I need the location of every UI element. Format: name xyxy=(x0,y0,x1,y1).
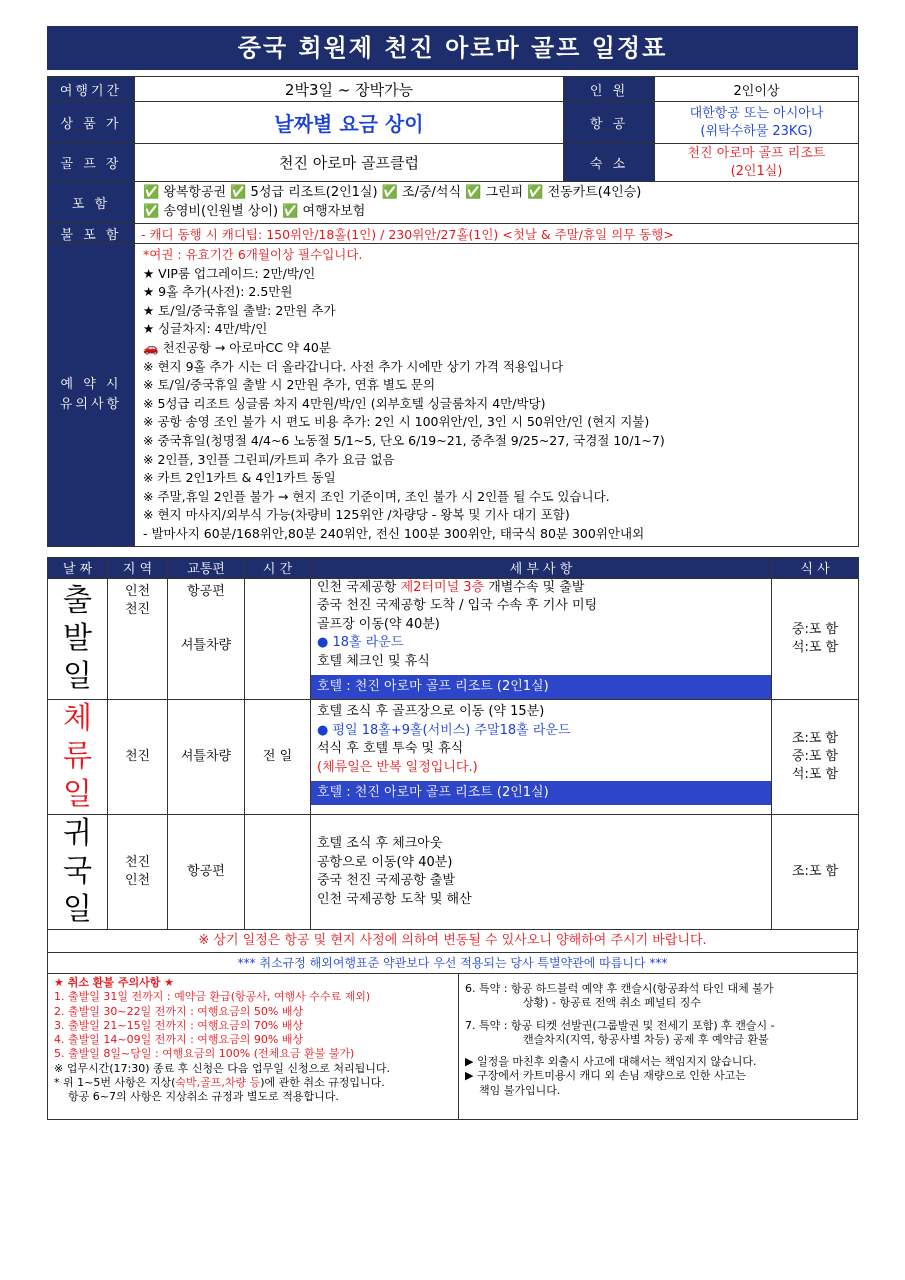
detail-text: 개별수속 및 출발 xyxy=(484,579,585,595)
include-label: 포 함 xyxy=(48,182,135,224)
region-name: 천진 xyxy=(124,855,151,870)
hotel-label: 숙 소 xyxy=(564,144,655,182)
notes-label xyxy=(48,244,135,547)
hotel-name: 천진 아로마 골프 리조트 xyxy=(687,145,826,161)
day-char: 일 xyxy=(63,892,92,927)
special-term: 7. 특약 : 항공 티켓 선발권(그룹발권 및 전세기 포함) 후 캔슬시 - xyxy=(465,1018,775,1032)
cancel-policy-box xyxy=(47,974,858,1120)
day1-transport xyxy=(168,578,245,700)
schedule-row-day3 xyxy=(48,815,859,930)
note-item: ※ 2인플, 3인플 그린피/카트피 추가 요금 없음 xyxy=(143,451,395,467)
airline-baggage: (위탁수하물 23KG) xyxy=(700,123,813,139)
detail-line: 인천 국제공항 도착 및 해산 xyxy=(317,891,472,907)
day-char: 류 xyxy=(63,739,92,774)
hotel-bar: 호텔 : 천진 아로마 골프 리조트 (2인1실) xyxy=(311,675,771,699)
day2-region: 천진 xyxy=(108,700,168,815)
transport-shuttle: 셔틀차량 xyxy=(180,637,232,653)
people-value: 2인이상 xyxy=(655,77,859,102)
detail-line: 석식 후 호텔 투숙 및 휴식 xyxy=(317,741,464,756)
col-header-meal: 식 사 xyxy=(772,557,859,578)
price-label: 상 품 가 xyxy=(48,102,135,144)
cancel-rules xyxy=(54,976,452,1105)
day2-transport: 셔틀차량 xyxy=(168,700,245,815)
meal-item: 석:포 함 xyxy=(791,767,839,782)
schedule-change-warning: ※ 상기 일정은 항공 및 현지 사정에 의하여 변동될 수 있사오니 양해하여 주시기 바랍니다. xyxy=(47,930,858,953)
schedule-row-day1 xyxy=(48,578,859,700)
day2-time: 전 일 xyxy=(245,700,311,815)
note-item: ※ 5성급 리조트 싱글룸 차지 4만원/박/인 (외부호텔 싱글룸차지 4만/박당) xyxy=(143,395,546,411)
day1-time xyxy=(245,578,311,700)
note-item: ※ 토/일/중국휴일 출발 시 2만원 추가, 연휴 별도 문의 xyxy=(143,377,436,393)
meal-item: 석:포 함 xyxy=(791,639,839,655)
col-header-detail: 세 부 사 항 xyxy=(311,557,772,578)
day1-detail xyxy=(311,578,772,700)
cancel-note: ※ 업무시간(17:30) 종료 후 신청은 다음 업무일 신청으로 처리됩니다. xyxy=(54,1061,390,1075)
detail-line: (체류일은 반복 일정입니다.) xyxy=(317,759,478,775)
day-char: 귀 xyxy=(63,816,92,851)
region-name: 천진 xyxy=(124,601,151,617)
col-header-date: 날 짜 xyxy=(48,557,108,578)
day3-label xyxy=(48,815,108,930)
include-value xyxy=(135,182,859,224)
notes-label-2: 유의사항 xyxy=(59,396,123,412)
meal-item: 중:포 함 xyxy=(791,621,839,637)
detail-text: 인천 국제공항 xyxy=(317,579,401,595)
cancel-title: ★ 취소 환불 주의사항 ★ xyxy=(54,976,175,989)
cancel-rule: 5. 출발일 8일~당일 : 여행요금의 100% (전체요금 환불 불가) xyxy=(54,1047,355,1061)
detail-line: 골프장 이동(약 40분) xyxy=(317,616,440,632)
airline-label: 항 공 xyxy=(564,102,655,144)
day-char: 발 xyxy=(63,620,92,656)
people-label: 인 원 xyxy=(564,77,655,102)
day3-time xyxy=(245,815,311,930)
note-item: ★ VIP룸 업그레이드: 2만/박/인 xyxy=(143,265,316,281)
period-value: 2박3일 ~ 장박가능 xyxy=(135,77,564,102)
note-highlight: 숙박,골프,차량 등 xyxy=(175,1076,261,1090)
special-term: 6. 특약 : 항공 하드블럭 예약 후 캔슬시(항공좌석 타인 대체 불가 xyxy=(465,982,774,995)
airline-name: 대한항공 또는 아시아나 xyxy=(689,105,824,121)
day1-meals xyxy=(772,578,859,700)
detail-line: 중국 천진 국제공항 도착 / 입국 수속 후 기사 미팅 xyxy=(317,598,598,613)
cancel-rule: 1. 출발일 31일 전까지 : 예약금 환급(항공사, 여행사 수수료 제외) xyxy=(54,990,371,1004)
col-header-region: 지 역 xyxy=(108,557,168,578)
page-title: 중국 회원제 천진 아로마 골프 일정표 xyxy=(47,26,858,70)
day2-label xyxy=(48,700,108,815)
info-table xyxy=(47,76,859,547)
day-char: 국 xyxy=(63,854,92,889)
day2-detail xyxy=(311,700,772,815)
special-term: 상황) - 항공료 전액 취소 페널티 징수 xyxy=(523,996,702,1010)
note-item: 🚗 천진공항 → 아로마CC 약 40분 xyxy=(143,339,331,355)
cancel-rule: 2. 출발일 30~22일 전까지 : 여행요금의 50% 배상 xyxy=(54,1004,304,1018)
golf-label: 골 프 장 xyxy=(48,144,135,182)
note-item: ★ 9홀 추가(사전): 2.5만원 xyxy=(143,284,293,300)
schedule-row-day2 xyxy=(48,700,859,815)
day2-meals xyxy=(772,700,859,815)
price-value: 날짜별 요금 상이 xyxy=(135,102,564,144)
cancel-rule: 3. 출발일 21~15일 전까지 : 여행요금의 70% 배상 xyxy=(54,1018,304,1032)
period-label: 여행기간 xyxy=(48,77,135,102)
note-item: *여권 : 유효기간 6개월이상 필수입니다. xyxy=(143,247,363,262)
note-item: ★ 싱글차지: 4만/박/인 xyxy=(143,321,268,337)
note-item: ※ 중국휴일(청명절 4/4~6 노동절 5/1~5, 단오 6/19~21, 중추절 9/25~27, 국경절 10/1~7) xyxy=(143,432,665,448)
cancel-note xyxy=(54,1076,452,1090)
cancel-note: 항공 6~7의 사항은 지상취소 규정과 별도로 적용합니다. xyxy=(68,1090,339,1104)
detail-line: ● 18홀 라운드 xyxy=(317,635,404,650)
detail-line: ● 평일 18홀+9홀(서비스) 주말18홀 라운드 xyxy=(317,722,571,738)
day3-region xyxy=(108,815,168,930)
notes-label-1: 예 약 시 xyxy=(60,376,122,392)
golf-value: 천진 아로마 골프클럽 xyxy=(135,144,564,182)
terminal-highlight: 제2터미널 3층 xyxy=(400,579,485,595)
hotel-room: (2인1실) xyxy=(730,163,783,179)
special-term: ▶ 구장에서 카트미용시 캐디 외 손님 재량으로 인한 사고는 xyxy=(465,1069,746,1083)
day-char: 체 xyxy=(63,701,92,736)
detail-line: 호텔 조식 후 체크아웃 xyxy=(317,836,443,851)
hotel-bar: 호텔 : 천진 아로마 골프 리조트 (2인1실) xyxy=(311,781,771,805)
day3-detail xyxy=(311,815,772,930)
day-char: 일 xyxy=(63,777,92,812)
note-item: ※ 현지 9홀 추가 시는 더 올라갑니다. 사전 추가 시에만 상기 가격 적용입니다 xyxy=(143,358,564,374)
transport-flight: 항공편 xyxy=(187,583,225,599)
special-term: 책임 불가입니다. xyxy=(479,1083,561,1097)
col-header-transport: 교통편 xyxy=(168,557,245,578)
note-item: ※ 현지 마사지/외부식 가능(차량비 125위안 /차량당 - 왕복 및 기사 대기 포함) xyxy=(143,507,570,523)
meal-item: 조:포 함 xyxy=(791,731,839,746)
schedule-table xyxy=(47,557,859,931)
day1-label xyxy=(48,578,108,700)
cancel-policy-notice: *** 취소규정 해외여행표준 약관보다 우선 적용되는 당사 특별약관에 따릅니다 *** xyxy=(47,953,858,974)
day3-meals xyxy=(772,815,859,930)
day1-region xyxy=(108,578,168,700)
note-text: )에 관한 취소 규정입니다. xyxy=(260,1076,385,1090)
meal-item: 조:포 함 xyxy=(791,864,839,879)
airline-value xyxy=(655,102,859,144)
note-item: ※ 주말,휴일 2인플 불가 → 현지 조인 기준이며, 조인 불가 시 2인플 될 수도 있습니다. xyxy=(143,488,610,504)
itinerary-document xyxy=(47,26,858,1120)
day-char: 출 xyxy=(63,582,92,618)
note-item: - 발마사지 60분/168위안,80분 240위안, 전신 100분 300위안, 태국식 80분 300위안내외 xyxy=(143,525,645,541)
detail-line: 중국 천진 국제공항 출발 xyxy=(317,873,455,888)
detail-line: 공항으로 이동(약 40분) xyxy=(317,854,453,870)
detail-line: 호텔 조식 후 골프장으로 이동 (약 15분) xyxy=(317,704,545,719)
col-header-time: 시 간 xyxy=(245,557,311,578)
note-text: * 위 1~5번 사항은 지상( xyxy=(54,1076,176,1090)
cancel-rule: 4. 출발일 14~09일 전까지 : 여행요금의 90% 배상 xyxy=(54,1033,304,1047)
region-name: 인천 xyxy=(124,873,151,888)
notes-list xyxy=(135,244,859,547)
exclude-value: - 캐디 동행 시 캐디팁: 150위안/18홀(1인) / 230위안/27홀(1인) <첫날 & 주말/휴일 의무 동행> xyxy=(135,224,859,244)
detail-line xyxy=(317,579,771,598)
special-term: 캔슬차지(지역, 항공사별 차등) 공제 후 예약금 환불 xyxy=(523,1032,769,1046)
note-item: ※ 카트 2인1카트 & 4인1카트 동일 xyxy=(143,470,336,486)
note-item: ※ 공항 송영 조인 불가 시 편도 비용 추가: 2인 시 100위안/인, 3인 시 50위안/인 (현지 지불) xyxy=(143,414,650,430)
include-line-2: ✅ 송영비(인원별 상이) ✅ 여행자보험 xyxy=(143,203,366,219)
note-item: ★ 토/일/중국휴일 출발: 2만원 추가 xyxy=(143,302,336,318)
include-line-1: ✅ 왕복항공권 ✅ 5성급 리조트(2인1실) ✅ 조/중/석식 ✅ 그린피 ✅ 전동카트(4인승) xyxy=(143,185,642,200)
meal-item: 중:포 함 xyxy=(791,749,839,764)
day3-transport: 항공편 xyxy=(168,815,245,930)
region-name: 인천 xyxy=(124,583,151,599)
detail-line: 호텔 체크인 및 휴식 xyxy=(317,653,430,669)
special-terms xyxy=(458,974,856,1119)
day-char: 일 xyxy=(63,658,92,694)
exclude-label: 불 포 함 xyxy=(48,224,135,244)
special-term: ▶ 일정을 마친후 외출시 사고에 대해서는 책임지지 않습니다. xyxy=(465,1055,757,1069)
hotel-value xyxy=(655,144,859,182)
